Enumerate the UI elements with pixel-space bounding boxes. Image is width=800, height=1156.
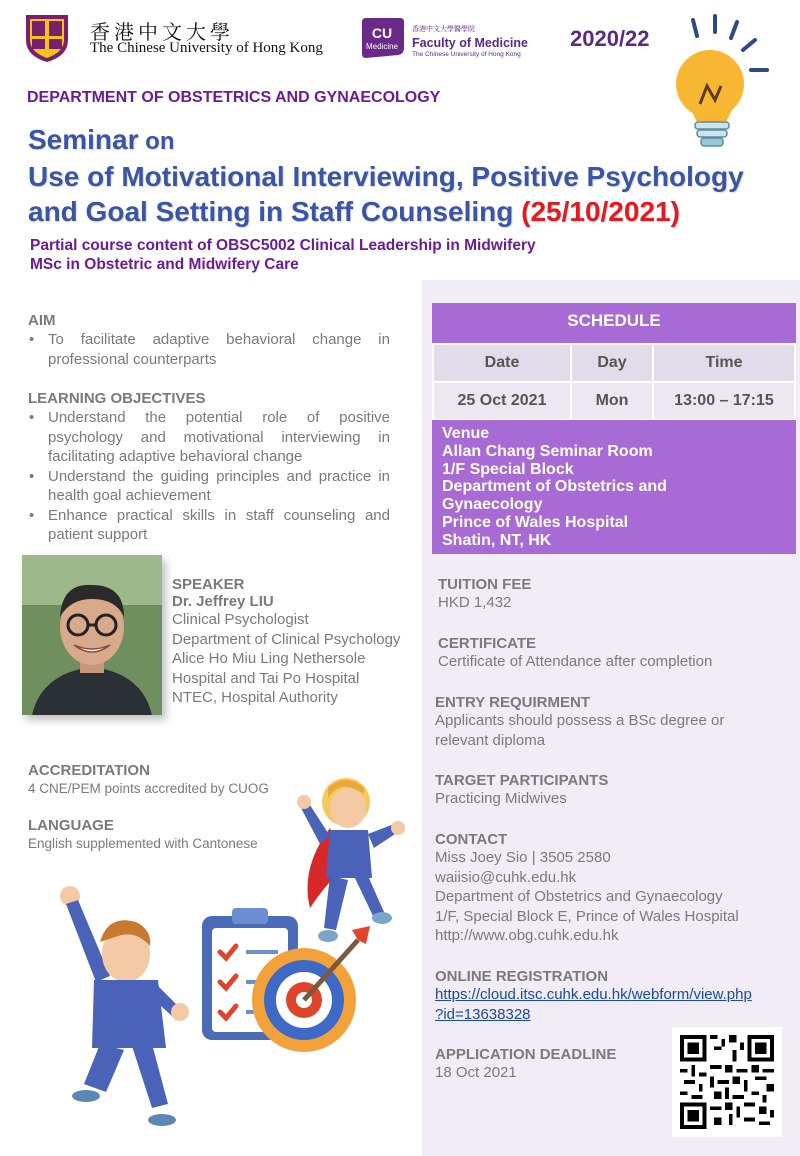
entry-section	[435, 694, 724, 750]
cu-medicine-badge-icon	[360, 18, 404, 58]
schedule-column-header: Time	[653, 344, 795, 382]
aim-section	[28, 312, 390, 369]
title-line-3: and Goal Setting in Staff Counseling	[28, 196, 522, 227]
language-section	[28, 817, 258, 854]
cuhk-crest-icon	[22, 12, 72, 64]
venue-box	[432, 420, 796, 554]
venue-line: Department of Obstetrics and	[442, 478, 667, 496]
registration-link[interactable]: https://cloud.itsc.cuhk.edu.hk/webform/view.php	[435, 986, 752, 1003]
contact-heading: CONTACT	[435, 831, 508, 848]
schedule-cell: Mon	[571, 382, 653, 420]
nurse-hero-male-icon	[48, 880, 198, 1140]
certificate-heading: CERTIFICATE	[438, 635, 537, 652]
speaker-name: Dr. Jeffrey LIU	[172, 593, 274, 610]
venue-line: Allan Chang Seminar Room	[442, 442, 653, 460]
objective-item: • Understand the guiding principles and practice in health goal achievement	[28, 467, 390, 506]
contact-website[interactable]: http://www.obg.cuhk.edu.hk	[435, 927, 619, 944]
accreditation-text: 4 CNE/PEM points accredited by CUOG	[28, 781, 269, 796]
entry-line: Applicants should possess a BSc degree or	[435, 712, 725, 729]
objective-item: • Understand the potential role of positive psychology and motivational interviewing in facilitating adaptive behavioral change	[28, 408, 390, 467]
title-on-word: on	[138, 128, 175, 155]
faculty-name-chinese: 香港中文大學醫學院	[412, 26, 475, 33]
speaker-line: Clinical Psychologist	[172, 611, 309, 628]
venue-line: 1/F Special Block	[442, 460, 574, 478]
tuition-section	[438, 576, 531, 613]
speaker-section	[172, 576, 432, 708]
venue-line: Gynaecology	[442, 496, 543, 514]
registration-link-continued[interactable]: ?id=13638328	[435, 1005, 531, 1023]
speaker-portrait-icon	[22, 555, 162, 715]
contact-line: 1/F, Special Block E, Prince of Wales Hospital	[435, 907, 739, 925]
language-heading: LANGUAGE	[28, 817, 114, 834]
target-arrow-icon	[246, 916, 376, 1066]
contact-section	[435, 831, 739, 946]
qr-code[interactable]	[672, 1027, 782, 1137]
registration-section	[435, 968, 752, 1024]
schedule-column-header: Date	[433, 344, 571, 382]
objectives-section	[28, 390, 390, 545]
speaker-line: Department of Clinical Psychology	[172, 630, 401, 648]
certificate-section	[438, 635, 712, 672]
schedule-cell: 13:00 – 17:15	[653, 382, 795, 420]
academic-year: 2020/22	[570, 26, 650, 51]
accreditation-section	[28, 762, 269, 799]
title-seminar-word: Seminar	[28, 124, 139, 155]
course-subtitle	[30, 236, 536, 274]
title-line-2: Use of Motivational Interviewing, Positive Psychology	[28, 161, 744, 192]
tuition-text: HKD 1,432	[438, 594, 512, 611]
qr-code-icon	[680, 1035, 774, 1129]
target-section	[435, 772, 608, 809]
speaker-line: Alice Ho Miu Ling Nethersole	[172, 650, 366, 667]
schedule-row	[433, 382, 795, 420]
svg-text:CU: CU	[371, 25, 393, 41]
university-name-chinese: 香港中文大學	[90, 20, 234, 44]
deadline-heading: APPLICATION DEADLINE	[435, 1046, 617, 1063]
deadline-text: 18 Oct 2021	[435, 1064, 517, 1081]
seminar-date: (25/10/2021)	[521, 196, 680, 227]
university-name-english: The Chinese University of Hong Kong	[90, 40, 323, 56]
target-text: Practicing Midwives	[435, 790, 567, 807]
contact-line: Miss Joey Sio | 3505 2580	[435, 849, 611, 866]
objectives-heading: LEARNING OBJECTIVES	[28, 390, 206, 407]
faculty-subtitle: The Chinese University of Hong Kong	[412, 51, 521, 58]
venue-line: Shatin, NT, HK	[442, 531, 552, 549]
language-text: English supplemented with Cantonese	[28, 836, 258, 851]
registration-heading: ONLINE REGISTRATION	[435, 968, 609, 985]
seminar-title	[28, 122, 798, 229]
certificate-text: Certificate of Attendance after completion	[438, 653, 713, 670]
objective-item: • Enhance practical skills in staff counseling and patient support	[28, 506, 390, 545]
speaker-line: NTEC, Hospital Authority	[172, 689, 338, 706]
schedule-column-header: Day	[571, 344, 653, 382]
target-heading: TARGET PARTICIPANTS	[435, 772, 609, 789]
schedule-heading: SCHEDULE	[432, 303, 796, 343]
aim-heading: AIM	[28, 312, 56, 329]
subtitle-line-1: Partial course content of OBSC5002 Clinical Leadership in Midwifery	[30, 237, 536, 254]
venue-line: Venue	[442, 425, 490, 442]
svg-text:Medicine: Medicine	[365, 42, 399, 51]
speaker-photo	[22, 555, 162, 715]
aim-item: • To facilitate adaptive behavioral change in professional counterparts	[28, 330, 390, 369]
speaker-heading: SPEAKER	[172, 576, 245, 593]
venue-line: Prince of Wales Hospital	[442, 513, 629, 531]
deadline-section	[435, 1046, 616, 1083]
speaker-line: Hospital and Tai Po Hospital	[172, 669, 360, 687]
subtitle-line-2: MSc in Obstetric and Midwifery Care	[30, 256, 299, 273]
tuition-heading: TUITION FEE	[438, 576, 532, 593]
contact-line: Department of Obstetrics and Gynaecology	[435, 888, 723, 905]
accreditation-heading: ACCREDITATION	[28, 762, 150, 779]
schedule-table	[432, 343, 796, 421]
entry-line: relevant diploma	[435, 731, 546, 749]
department-heading: DEPARTMENT OF OBSTETRICS AND GYNAECOLOGY	[27, 89, 441, 106]
entry-heading: ENTRY REQUIRMENT	[435, 694, 591, 711]
faculty-name-english: Faculty of Medicine	[412, 36, 528, 50]
contact-email[interactable]: waiisio@cuhk.edu.hk	[435, 868, 577, 886]
schedule-header-row	[433, 344, 795, 382]
schedule-cell: 25 Oct 2021	[433, 382, 571, 420]
